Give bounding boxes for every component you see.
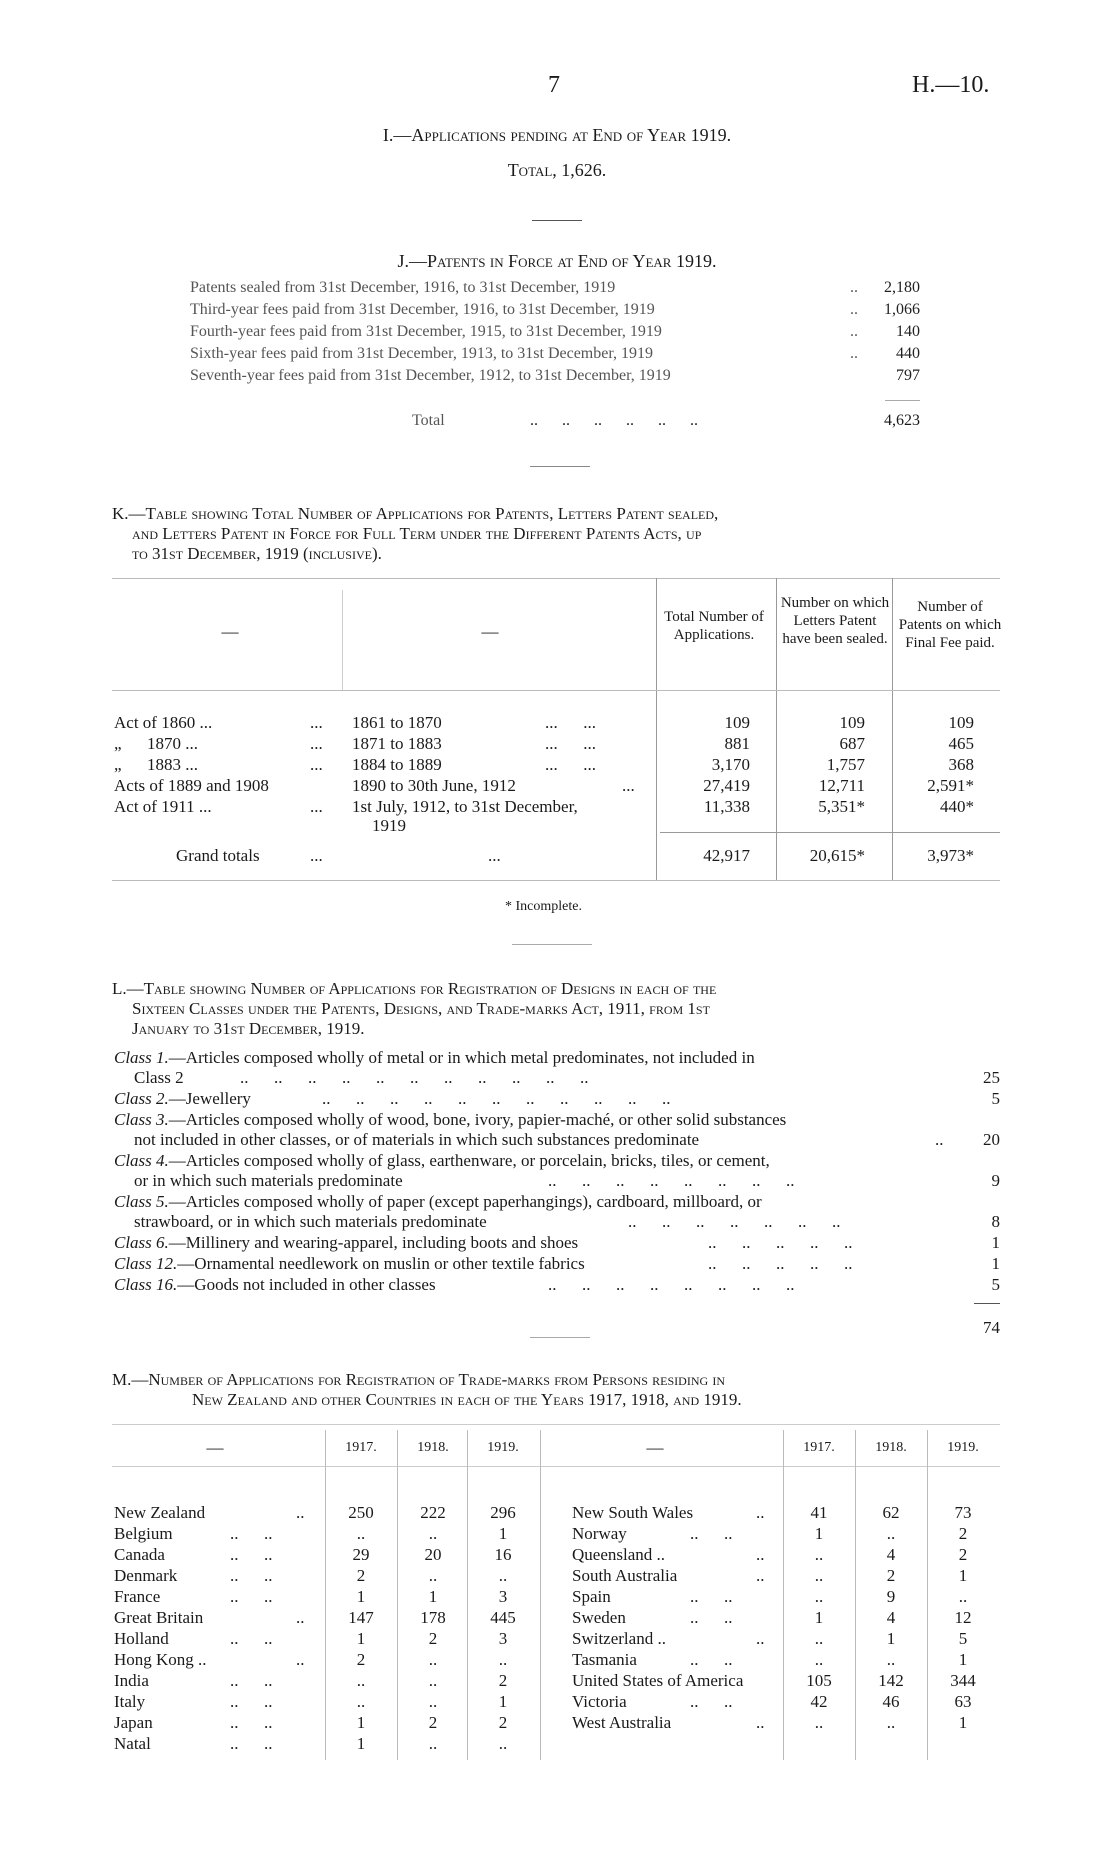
year-1918-cell: .. [886, 1650, 896, 1669]
class-desc: —Articles composed wholly of metal or in which metal predominates, not included in [168, 1048, 755, 1067]
item-value: 140 [896, 323, 920, 340]
country-cell: Belgium [114, 1524, 173, 1543]
divider [530, 466, 590, 467]
column-header: 1919. [947, 1440, 979, 1455]
item-line [114, 1254, 585, 1274]
sealed-cell: 5,351* [818, 797, 865, 816]
list-item [190, 367, 920, 389]
year-1919-cell: 1 [498, 1692, 508, 1711]
dots: .. .. .. .. .. .. .. .. [548, 1171, 795, 1190]
country-cell: West Australia [572, 1713, 672, 1732]
item-value: 25 [983, 1068, 1000, 1087]
item-label: Third-year fees paid from 31st December, 1916, to 31st December, 1919 [190, 301, 655, 318]
year-1919-cell: .. [958, 1587, 968, 1606]
item-line [114, 1233, 578, 1253]
year-1918-cell: 9 [886, 1587, 896, 1606]
class-desc: —Articles composed wholly of glass, earthenware, or porcelain, bricks, tiles, or cement, [168, 1151, 770, 1170]
year-1918-cell: 2 [428, 1629, 438, 1648]
dots: .. .. [230, 1629, 273, 1648]
dots: .. .. .. .. .. [708, 1233, 853, 1252]
section-j-total-label: Total [412, 412, 445, 429]
title-line: to 31st December, 1919 (inclusive). [132, 544, 382, 563]
class-label: Class 1. [114, 1048, 169, 1067]
dots: ... [488, 846, 501, 865]
dots: .. [296, 1608, 305, 1627]
class-label: Class 16. [114, 1275, 178, 1294]
item-label: Patents sealed from 31st December, 1916, to 31st December, 1919 [190, 279, 616, 296]
table-rule [660, 832, 1000, 833]
divider [512, 944, 592, 945]
act-cell: „ 1870 ... [114, 734, 199, 753]
year-1918-cell: 2 [886, 1566, 896, 1585]
year-1917-cell: 1 [356, 1587, 366, 1606]
title-line: New Zealand and other Countries in each of the Years 1917, 1918, and 1919. [192, 1390, 742, 1409]
dots: .. .. [690, 1650, 733, 1669]
year-1919-cell: .. [498, 1566, 508, 1585]
item-value: 5 [991, 1275, 1000, 1294]
grand-total-cell: 42,917 [703, 846, 750, 865]
country-cell: Queensland .. [572, 1545, 666, 1564]
dots: .. .. .. .. .. .. .. .. .. .. .. [322, 1089, 671, 1108]
table-rule [783, 1430, 784, 1760]
item-value: 1,066 [884, 301, 920, 318]
year-1917-cell: 2 [356, 1566, 366, 1585]
sum-rule [885, 400, 920, 401]
table-rule [112, 1424, 1000, 1425]
table-rule [467, 1430, 468, 1760]
title-line: and Letters Patent in Force for Full Term under the Different Patents Acts, up [132, 524, 702, 543]
class-desc: —Articles composed wholly of paper (except paperhangings), cardboard, millboard, or [168, 1192, 762, 1211]
item-value: 9 [991, 1171, 1000, 1190]
year-1919-cell: 296 [490, 1503, 516, 1522]
table-rule [112, 690, 1000, 691]
item-dots: .. [850, 301, 858, 318]
footnote: * Incomplete. [505, 899, 582, 914]
year-1919-cell: .. [498, 1734, 508, 1753]
year-1917-cell: 105 [806, 1671, 832, 1690]
list-item [190, 345, 920, 367]
total-cell: 109 [724, 713, 750, 732]
country-cell: Natal [114, 1734, 151, 1753]
year-1918-cell: .. [428, 1692, 438, 1711]
year-1917-cell: 1 [356, 1734, 366, 1753]
act-cell: Act of 1911 ... [114, 797, 212, 816]
item-line: or in which such materials predominate [134, 1171, 403, 1190]
year-1917-cell: .. [814, 1566, 824, 1585]
dots: .. .. .. .. .. [708, 1254, 853, 1273]
country-cell: Norway [572, 1524, 627, 1543]
year-1918-cell: .. [886, 1524, 896, 1543]
section-k-title [112, 504, 1012, 564]
dots: .. .. [230, 1566, 273, 1585]
grand-sealed-cell: 20,615* [809, 846, 865, 865]
table-rule [112, 578, 1000, 579]
dots: ... [310, 846, 323, 865]
column-header: Number on which Letters Patent have been sealed. [780, 595, 890, 647]
dots: .. .. [230, 1713, 273, 1732]
section-j-total-value: 4,623 [884, 412, 920, 429]
dots: .. .. [230, 1692, 273, 1711]
year-1917-cell: .. [356, 1671, 366, 1690]
dots: .. .. .. .. .. .. .. .. .. .. .. [240, 1068, 589, 1087]
year-1918-cell: .. [428, 1566, 438, 1585]
list-item [190, 323, 920, 345]
year-1917-cell: .. [814, 1629, 824, 1648]
period-cell: 1861 to 1870 [352, 713, 442, 732]
dots: .. [296, 1503, 305, 1522]
table-rule [342, 590, 343, 690]
year-1919-cell: 12 [954, 1608, 972, 1627]
column-header: Total Number of Applications. [664, 609, 764, 643]
list-item [190, 279, 920, 301]
title-line: M.—Number of Applications for Registration of Trade-marks from Persons residing in [112, 1370, 726, 1389]
item-label: Seventh-year fees paid from 31st December, 1912, to 31st December, 1919 [190, 367, 671, 384]
dots: .. .. [690, 1608, 733, 1627]
final-cell: 2,591* [927, 776, 974, 795]
year-1918-cell: 20 [424, 1545, 442, 1564]
year-1918-cell: 142 [878, 1671, 904, 1690]
year-1919-cell: 3 [498, 1629, 508, 1648]
year-1917-cell: .. [814, 1650, 824, 1669]
sealed-cell: 12,711 [818, 776, 865, 795]
table-rule [540, 1430, 541, 1760]
section-m-title [112, 1370, 1022, 1410]
table-rule [112, 1466, 1000, 1467]
period-cell: 1st July, 1912, to 31st December, [352, 797, 578, 816]
year-1919-cell: 2 [958, 1545, 968, 1564]
total-cell: 3,170 [711, 755, 750, 774]
item-line: not included in other classes, or of materials in which such substances predominate [134, 1130, 700, 1149]
divider [532, 220, 582, 221]
country-cell: Switzerland .. [572, 1629, 666, 1648]
year-1919-cell: 3 [498, 1587, 508, 1606]
dots: .. .. [230, 1734, 273, 1753]
final-cell: 109 [948, 713, 974, 732]
table-rule [927, 1430, 928, 1760]
class-label: Class 5. [114, 1192, 169, 1211]
year-1918-cell: 1 [428, 1587, 438, 1606]
item-line [114, 1192, 762, 1212]
final-cell: 465 [948, 734, 974, 753]
title-line: January to 31st December, 1919. [132, 1019, 365, 1038]
year-1917-cell: 147 [348, 1608, 374, 1627]
item-line: strawboard, or in which such materials predominate [134, 1212, 487, 1231]
section-i-total: Total, 1,626. [507, 160, 607, 180]
dots: .. .. [230, 1587, 273, 1606]
item-dots: .. [850, 345, 858, 362]
year-1917-cell: .. [356, 1692, 366, 1711]
column-header: 1917. [803, 1440, 835, 1455]
year-1919-cell: 1 [958, 1650, 968, 1669]
section-l-title [112, 979, 1012, 1039]
title-line: Sixteen Classes under the Patents, Designs, and Trade-marks Act, 1911, from 1st [132, 999, 710, 1018]
item-line [114, 1089, 251, 1109]
year-1919-cell: 344 [950, 1671, 976, 1690]
column-header: — [221, 622, 239, 641]
class-desc: —Jewellery [168, 1089, 251, 1108]
class-label: Class 6. [114, 1233, 169, 1252]
year-1918-cell: .. [428, 1671, 438, 1690]
year-1917-cell: 29 [352, 1545, 370, 1564]
year-1918-cell: 222 [420, 1503, 446, 1522]
country-cell: France [114, 1587, 161, 1606]
divider [530, 1337, 590, 1338]
year-1919-cell: 2 [498, 1671, 508, 1690]
year-1918-cell: .. [428, 1650, 438, 1669]
year-1917-cell: .. [814, 1713, 824, 1732]
country-cell: Victoria [572, 1692, 627, 1711]
year-1919-cell: 16 [494, 1545, 512, 1564]
table-rule [325, 1430, 326, 1760]
act-cell: Acts of 1889 and 1908 [114, 776, 269, 795]
class-desc: —Articles composed wholly of wood, bone, ivory, papier-maché, or other solid substances [168, 1110, 787, 1129]
item-value: 2,180 [884, 279, 920, 296]
grand-totals-label: Grand totals [176, 846, 260, 865]
country-cell: Great Britain [114, 1608, 204, 1627]
country-cell: Hong Kong .. [114, 1650, 207, 1669]
dots: ... [310, 734, 323, 753]
column-header: 1919. [487, 1440, 519, 1455]
act-cell: Act of 1860 ... [114, 713, 213, 732]
year-1917-cell: 2 [356, 1650, 366, 1669]
dots: ... [622, 776, 635, 795]
list-item [190, 301, 920, 323]
sealed-cell: 109 [839, 713, 865, 732]
country-cell: Spain [572, 1587, 611, 1606]
year-1917-cell: 1 [814, 1524, 824, 1543]
year-1919-cell: 1 [498, 1524, 508, 1543]
column-header: 1918. [875, 1440, 907, 1455]
item-label: Fourth-year fees paid from 31st December, 1915, to 31st December, 1919 [190, 323, 662, 340]
country-cell: New Zealand [114, 1503, 206, 1522]
year-1919-cell: 2 [958, 1524, 968, 1543]
sealed-cell: 687 [839, 734, 865, 753]
year-1919-cell: 73 [954, 1503, 972, 1522]
class-desc: —Millinery and wearing-apparel, including boots and shoes [168, 1233, 579, 1252]
year-1917-cell: .. [814, 1545, 824, 1564]
country-cell: New South Wales [572, 1503, 694, 1522]
table-rule [112, 880, 1000, 881]
country-cell: Denmark [114, 1566, 178, 1585]
country-cell: Tasmania [572, 1650, 637, 1669]
dots: .. .. [690, 1692, 733, 1711]
year-1917-cell: 1 [814, 1608, 824, 1627]
class-desc: —Ornamental needlework on muslin or other textile fabrics [177, 1254, 585, 1273]
year-1919-cell: 1 [958, 1713, 968, 1732]
year-1919-cell: 445 [490, 1608, 516, 1627]
dots: .. [296, 1650, 305, 1669]
table-rule [656, 578, 657, 880]
dots: .. .. [690, 1524, 733, 1543]
column-header: — [481, 622, 499, 641]
year-1918-cell: 46 [882, 1692, 900, 1711]
item-label: Sixth-year fees paid from 31st December, 1913, to 31st December, 1919 [190, 345, 654, 362]
country-cell: Canada [114, 1545, 165, 1564]
year-1918-cell: 178 [420, 1608, 446, 1627]
country-cell: Italy [114, 1692, 146, 1711]
section-i-title: I.—Applications pending at End of Year 1919. [382, 125, 732, 145]
dots: .. [935, 1130, 944, 1149]
dots: ... [310, 797, 323, 816]
class-desc: —Goods not included in other classes [177, 1275, 436, 1294]
table-rule [397, 1430, 398, 1760]
country-cell: Holland [114, 1629, 169, 1648]
year-1918-cell: 1 [886, 1629, 896, 1648]
dots: .. [756, 1545, 765, 1564]
year-1917-cell: 1 [356, 1629, 366, 1648]
dots: .. [756, 1503, 765, 1522]
column-header: Number of Patents on which Final Fee paid. [898, 599, 1002, 651]
item-line [114, 1151, 770, 1171]
grand-final-cell: 3,973* [927, 846, 974, 865]
final-cell: 368 [948, 755, 974, 774]
section-j-total-dots: .. .. .. .. .. .. [530, 412, 698, 429]
title-line: L.—Table showing Number of Applications for Registration of Designs in each of the [112, 979, 717, 998]
table-rule [892, 578, 893, 880]
total-cell: 27,419 [703, 776, 750, 795]
class-label: Class 2. [114, 1089, 169, 1108]
table-rule [776, 578, 777, 880]
country-cell: United States of America [572, 1671, 744, 1690]
dots: ... ... [545, 734, 596, 753]
period-cell: 1884 to 1889 [352, 755, 442, 774]
period-cell: 1871 to 1883 [352, 734, 442, 753]
class-label: Class 12. [114, 1254, 178, 1273]
total-cell: 11,338 [703, 797, 750, 816]
period-continuation: 1919 [372, 816, 406, 835]
item-value: 797 [896, 367, 920, 384]
section-l-total: 74 [983, 1318, 1000, 1337]
dots: .. .. [230, 1545, 273, 1564]
dots: ... [310, 755, 323, 774]
year-1918-cell: 4 [886, 1545, 896, 1564]
item-line [114, 1048, 755, 1068]
dots: .. .. .. .. .. .. .. .. [548, 1275, 795, 1294]
year-1917-cell: .. [356, 1524, 366, 1543]
column-header: 1917. [345, 1440, 377, 1455]
country-cell: India [114, 1671, 149, 1690]
dots: .. .. [690, 1587, 733, 1606]
year-1919-cell: 2 [498, 1713, 508, 1732]
year-1917-cell: 250 [348, 1503, 374, 1522]
dots: ... ... [545, 713, 596, 732]
year-1917-cell: 41 [810, 1503, 828, 1522]
year-1918-cell: .. [428, 1734, 438, 1753]
year-1917-cell: .. [814, 1587, 824, 1606]
document-reference: H.—10. [912, 72, 990, 98]
dots: .. [756, 1713, 765, 1732]
year-1919-cell: 1 [958, 1566, 968, 1585]
year-1918-cell: .. [886, 1713, 896, 1732]
table-rule [855, 1430, 856, 1760]
item-value: 1 [991, 1233, 1000, 1252]
year-1918-cell: 4 [886, 1608, 896, 1627]
year-1919-cell: .. [498, 1650, 508, 1669]
country-cell: Sweden [572, 1608, 626, 1627]
year-1919-cell: 63 [954, 1692, 972, 1711]
year-1918-cell: 2 [428, 1713, 438, 1732]
item-value: 5 [991, 1089, 1000, 1108]
column-header: — [206, 1438, 224, 1457]
act-cell: „ 1883 ... [114, 755, 199, 774]
item-dots: .. [850, 279, 858, 296]
year-1919-cell: 5 [958, 1629, 968, 1648]
column-header: 1918. [417, 1440, 449, 1455]
item-line [114, 1275, 436, 1295]
page-number: 7 [548, 72, 560, 98]
year-1918-cell: .. [428, 1524, 438, 1543]
dots: .. .. [230, 1524, 273, 1543]
item-dots: .. [850, 323, 858, 340]
section-j-title: J.—Patents in Force at End of Year 1919. [397, 251, 717, 271]
dots: .. .. [230, 1671, 273, 1690]
item-value: 440 [896, 345, 920, 362]
dots: ... ... [545, 755, 596, 774]
item-line: Class 2 [134, 1068, 184, 1087]
period-cell: 1890 to 30th June, 1912 [352, 776, 516, 795]
sealed-cell: 1,757 [826, 755, 865, 774]
country-cell: Japan [114, 1713, 153, 1732]
year-1917-cell: 42 [810, 1692, 828, 1711]
item-value: 8 [991, 1212, 1000, 1231]
item-value: 1 [991, 1254, 1000, 1273]
dots: ... [310, 713, 323, 732]
country-cell: South Australia [572, 1566, 678, 1585]
column-header: — [646, 1438, 664, 1457]
sum-rule [974, 1303, 1000, 1304]
year-1918-cell: 62 [882, 1503, 900, 1522]
item-line [114, 1110, 786, 1130]
dots: .. .. .. .. .. .. .. [628, 1212, 841, 1231]
dots: .. [756, 1629, 765, 1648]
year-1917-cell: 1 [356, 1713, 366, 1732]
class-label: Class 3. [114, 1110, 169, 1129]
total-cell: 881 [724, 734, 750, 753]
dots: .. [756, 1566, 765, 1585]
item-value: 20 [983, 1130, 1000, 1149]
class-label: Class 4. [114, 1151, 169, 1170]
title-line: K.—Table showing Total Number of Applications for Patents, Letters Patent sealed, [112, 504, 719, 523]
final-cell: 440* [940, 797, 974, 816]
